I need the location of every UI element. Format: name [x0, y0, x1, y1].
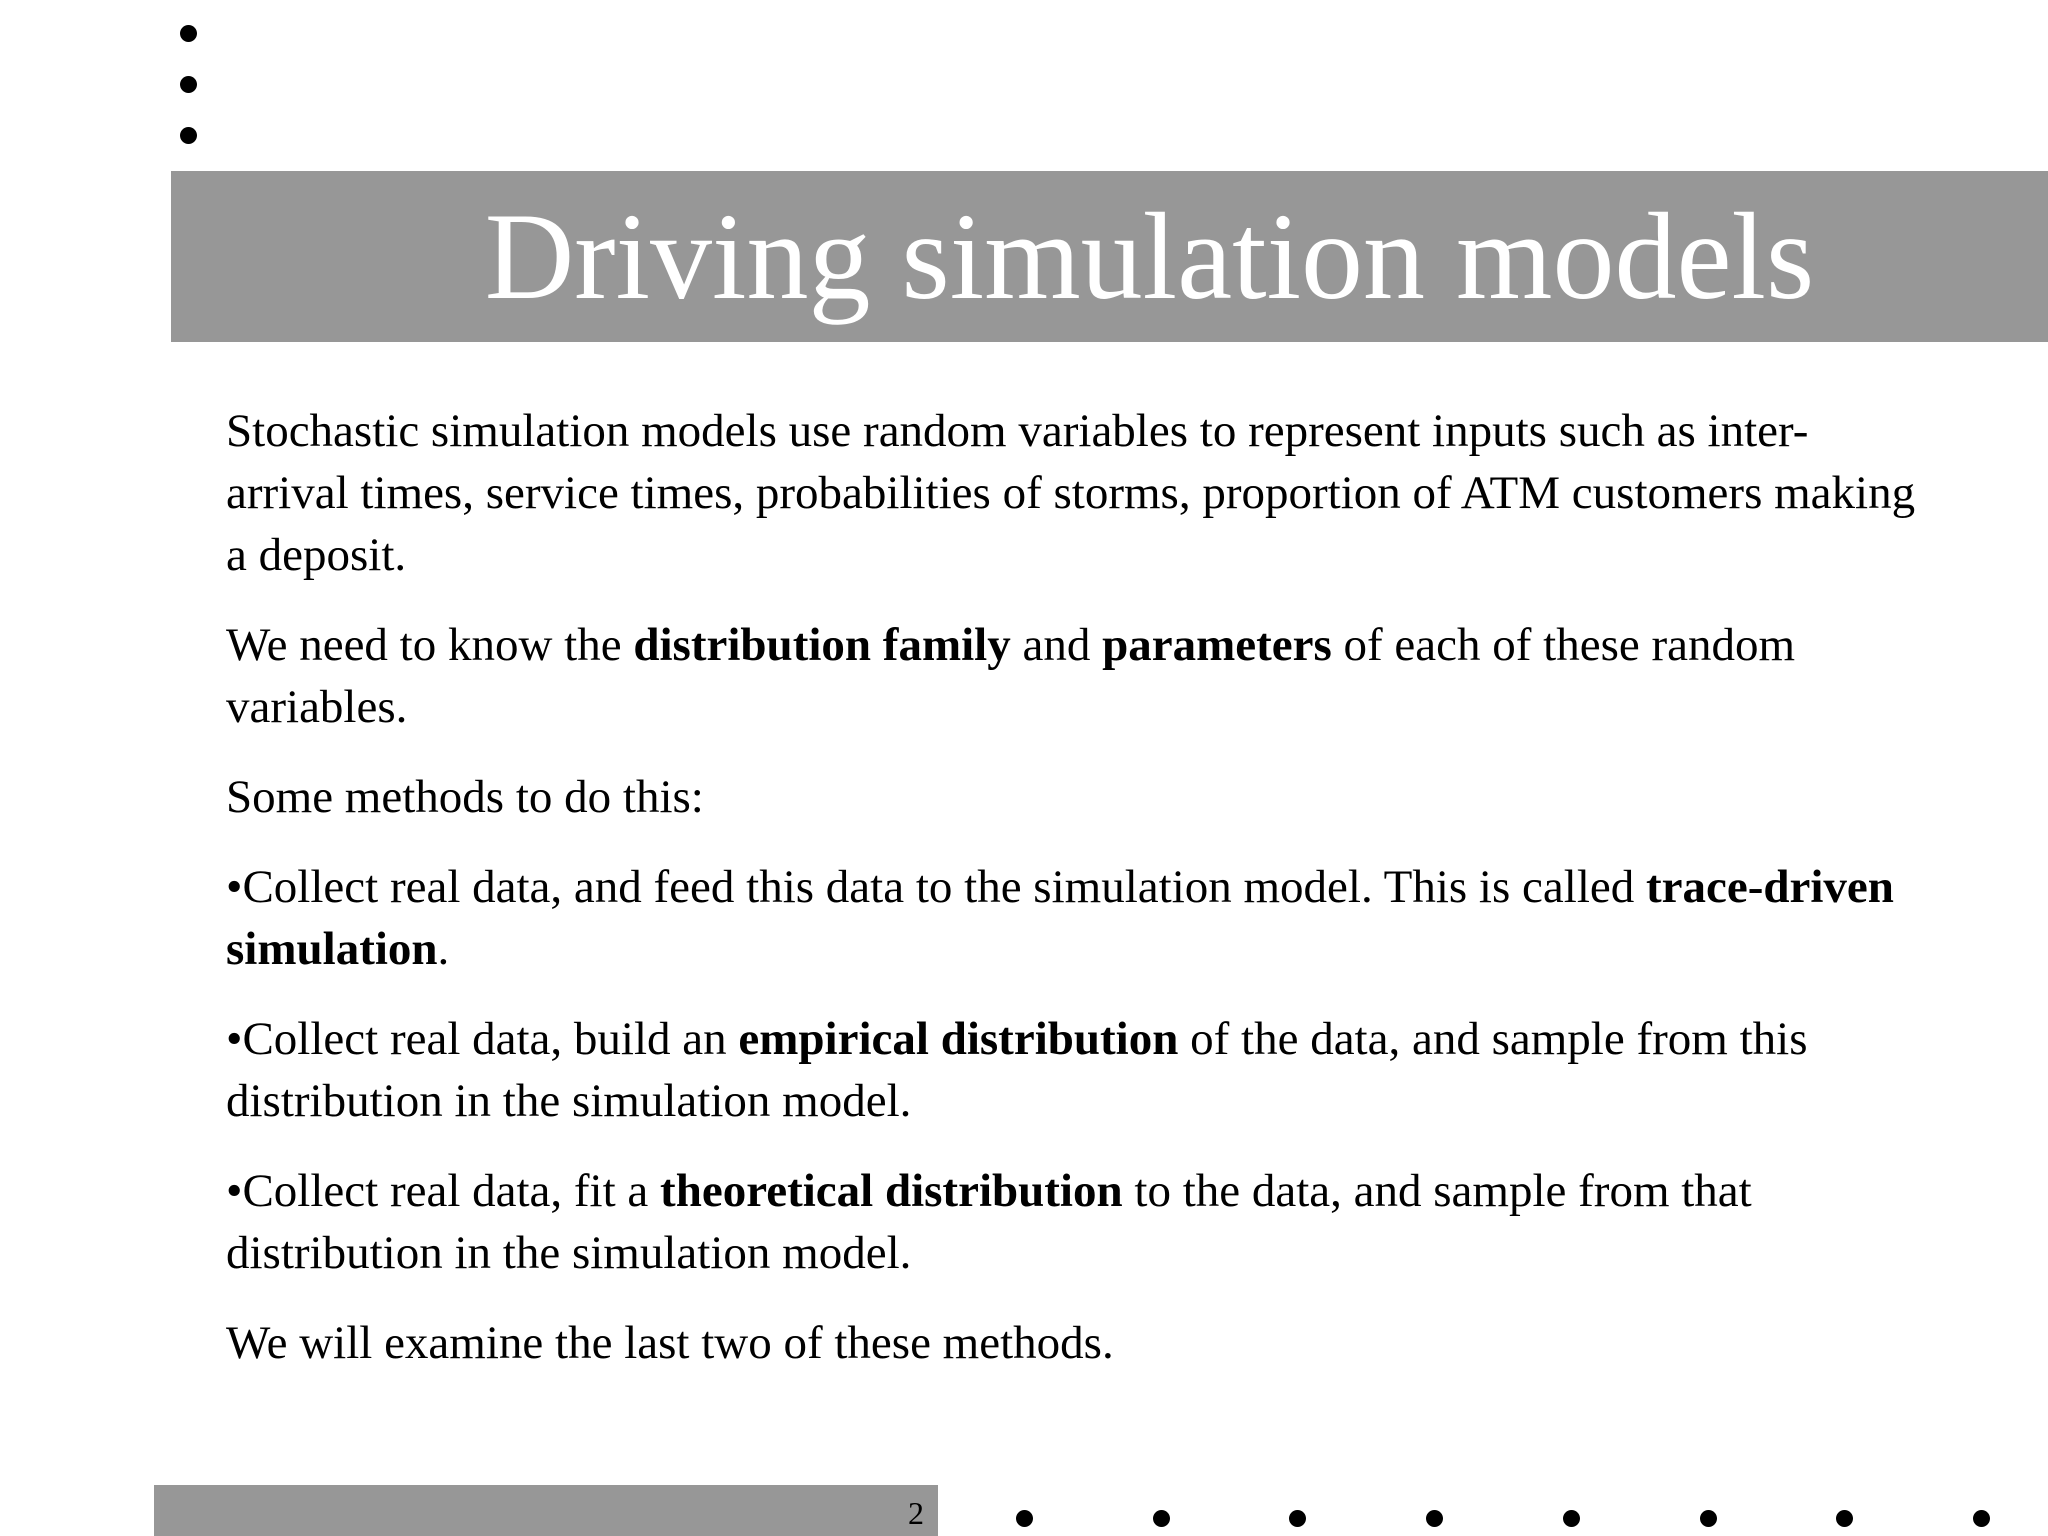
text-segment: •Collect real data, build an	[226, 1013, 739, 1065]
bullet-trace-driven	[226, 856, 1926, 980]
decorative-dot	[180, 127, 197, 144]
text-segment: and	[1010, 619, 1103, 671]
title-bar	[171, 171, 2048, 342]
page-number: 2	[908, 1495, 924, 1531]
paragraph-conclusion: We will examine the last two of these methods.	[226, 1317, 1114, 1369]
paragraph-distribution	[226, 614, 1926, 738]
text-segment: •Collect real data, fit a	[226, 1165, 661, 1217]
paragraph-intro: Stochastic simulation models use random variables to represent inputs such as inter-arrival times, service times, probabilities of storms, proportion of ATM customers making a deposit.	[226, 405, 1916, 581]
decorative-dot	[1563, 1510, 1580, 1527]
decorative-dot	[1289, 1510, 1306, 1527]
decorative-dot	[180, 76, 197, 93]
decorative-dot	[1836, 1510, 1853, 1527]
text-segment: We need to know the	[226, 619, 634, 671]
bold-term: distribution family	[633, 619, 1011, 671]
bold-term: empirical distribution	[738, 1013, 1179, 1065]
text-segment: •Collect real data, and feed this data to the simulation model. This is called	[226, 861, 1646, 913]
paragraph-methods-intro: Some methods to do this:	[226, 771, 704, 823]
bold-term: trace-driven simulation	[226, 861, 1894, 975]
decorative-dot	[180, 25, 197, 42]
decorative-dot	[1426, 1510, 1443, 1527]
decorative-dot	[1700, 1510, 1717, 1527]
bullet-theoretical	[226, 1160, 1926, 1284]
decorative-dot	[1973, 1510, 1990, 1527]
decorative-dot	[1153, 1510, 1170, 1527]
text-segment: .	[437, 923, 450, 975]
decorative-dot	[1016, 1510, 1033, 1527]
bold-term: theoretical distribution	[660, 1165, 1123, 1217]
bullet-empirical	[226, 1008, 1926, 1132]
text-segment: of the data, and sample from this distribution in the simulation model.	[226, 1013, 1808, 1127]
slide-title: Driving simulation models	[484, 188, 1815, 325]
footer-bar	[154, 1485, 938, 1536]
slide-body	[226, 400, 1926, 1402]
text-segment: to the data, and sample from that distribution in the simulation model.	[226, 1165, 1752, 1279]
bold-term: parameters	[1102, 619, 1332, 671]
text-segment: of each of these random variables.	[226, 619, 1796, 733]
